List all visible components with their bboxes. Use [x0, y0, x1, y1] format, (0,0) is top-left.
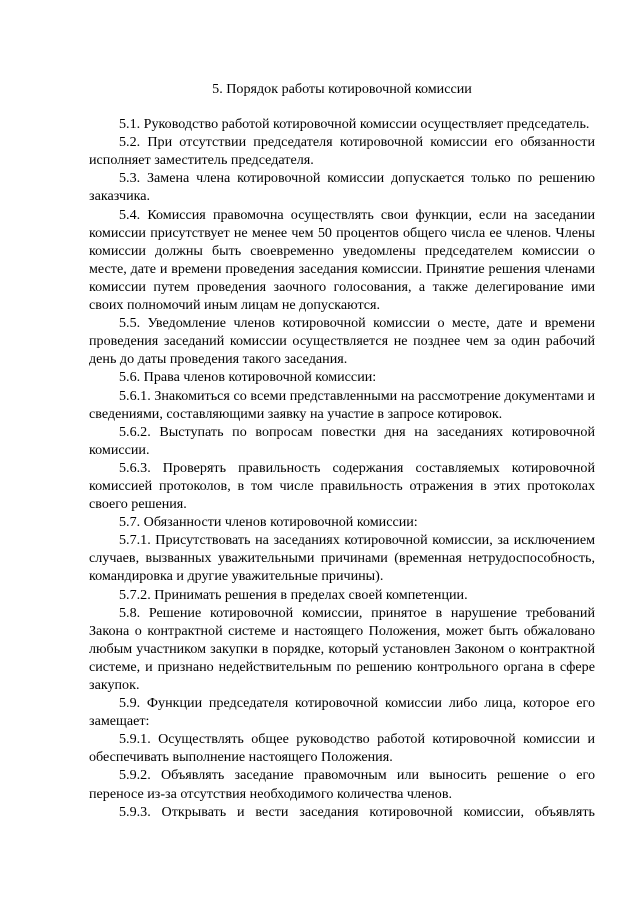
- paragraph-5-2: 5.2. При отсутствии председателя котировочной комиссии его обязанности исполняет заместитель председателя.: [89, 134, 595, 169]
- paragraph-5-9-2: 5.9.2. Объявлять заседание правомочным или выносить решение о его переносе из-за отсутствия необходимого количества членов.: [89, 767, 595, 802]
- paragraph-5-4: 5.4. Комиссия правомочна осуществлять свои функции, если на заседании комиссии присутствует не менее чем 50 процентов общего числа ее членов. Члены комиссии должны быть своевременно уведомлены председателем комиссии о месте, дате и времени проведения заседания комиссии. Принятие решения членами комиссии путем проведения заочного голосования, а также делегирование ими своих полномочий иным лицам не допускаются.: [89, 206, 595, 314]
- paragraph-5-6-2: 5.6.2. Выступать по вопросам повестки дня на заседаниях котировочной комиссии.: [89, 423, 595, 458]
- paragraph-5-3: 5.3. Замена члена котировочной комиссии допускается только по решению заказчика.: [89, 170, 595, 205]
- paragraph-5-5: 5.5. Уведомление членов котировочной комиссии о месте, дате и времени проведения заседаний комиссии осуществляется не позднее чем за один рабочий день до даты проведения такого заседания.: [89, 315, 595, 368]
- document-body: [89, 80, 595, 821]
- section-heading: 5. Порядок работы котировочной комиссии: [212, 81, 472, 97]
- paragraph-5-7-1: 5.7.1. Присутствовать на заседаниях котировочной комиссии, за исключением случаев, вызванных уважительными причинами (временная нетрудоспособность, командировка и другие уважительные причины).: [89, 532, 595, 585]
- paragraph-5-1: 5.1. Руководство работой котировочной комиссии осуществляет председатель.: [119, 116, 590, 133]
- paragraph-5-8: 5.8. Решение котировочной комиссии, принятое в нарушение требований Закона о контрактной системе и настоящего Положения, может быть обжаловано любым участником закупки в порядке, который установлен Законом о контрактной системе, и признано недействительным по решению контрольного органа в сфере закупок.: [89, 604, 595, 693]
- paragraph-5-9: 5.9. Функции председателя котировочной комиссии либо лица, которое его замещает:: [89, 695, 595, 730]
- paragraph-5-7: 5.7. Обязанности членов котировочной комиссии:: [119, 514, 418, 531]
- paragraph-5-9-3: 5.9.3. Открывать и вести заседания котировочной комиссии, объявлять: [119, 803, 595, 820]
- paragraph-5-6-3: 5.6.3. Проверять правильность содержания составляемых котировочной комиссией протоколов, в том числе правильность отражения в этих протоколах своего решения.: [89, 459, 595, 513]
- paragraph-5-6: 5.6. Права членов котировочной комиссии:: [119, 369, 377, 386]
- paragraph-5-9-1: 5.9.1. Осуществлять общее руководство работой котировочной комиссии и обеспечивать выполнение настоящего Положения.: [89, 731, 595, 766]
- paragraph-5-7-2: 5.7.2. Принимать решения в пределах своей компетенции.: [119, 586, 468, 603]
- paragraph-5-6-1: 5.6.1. Знакомиться со всеми представленными на рассмотрение документами и сведениями, составляющими заявку на участие в запросе котировок.: [89, 387, 595, 422]
